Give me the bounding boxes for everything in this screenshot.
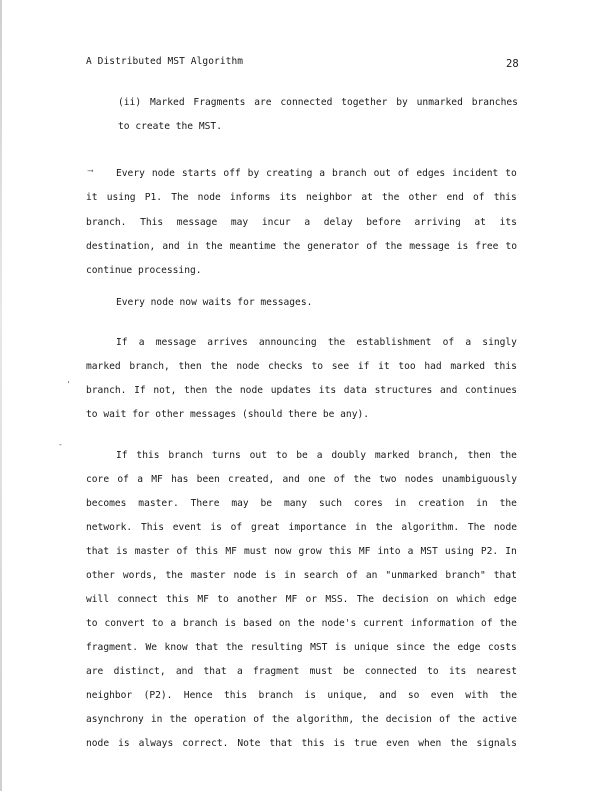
word: updates xyxy=(270,385,312,396)
word: unique, xyxy=(327,690,368,701)
word: off xyxy=(223,168,241,179)
word: its xyxy=(499,217,517,228)
word: must xyxy=(243,546,268,557)
word: and xyxy=(440,385,458,396)
word: is xyxy=(210,522,222,533)
word: may xyxy=(230,217,249,228)
word: on xyxy=(278,618,291,629)
word: node xyxy=(197,192,221,203)
word: an xyxy=(365,570,378,581)
word: announcing xyxy=(258,337,317,348)
word: MF xyxy=(358,546,371,557)
text-line xyxy=(118,97,518,108)
running-header-title: A Distributed MST Algorithm xyxy=(86,56,244,67)
word: connect xyxy=(117,594,158,605)
text-line: continue processing. xyxy=(86,265,202,276)
word: the xyxy=(165,570,183,581)
word: this xyxy=(224,690,248,701)
word: even xyxy=(386,738,410,749)
word: of xyxy=(176,546,189,557)
word: since xyxy=(396,642,426,653)
word: MF xyxy=(285,594,298,605)
word: one xyxy=(308,474,326,485)
text-line xyxy=(86,217,517,228)
word: (P2). xyxy=(143,690,173,701)
word: meantime xyxy=(229,241,276,252)
word: MF xyxy=(225,546,237,557)
word: decision xyxy=(382,594,429,605)
word: is xyxy=(456,241,469,252)
word: There xyxy=(190,498,220,509)
word: Note xyxy=(237,738,261,749)
word: node xyxy=(151,168,175,179)
word: unique xyxy=(353,642,389,653)
word: information xyxy=(410,618,475,629)
word: edge xyxy=(493,594,517,605)
word: this xyxy=(166,594,190,605)
word: be xyxy=(260,498,273,509)
word: message xyxy=(409,241,450,252)
word: master xyxy=(134,546,170,557)
word: edges xyxy=(416,168,446,179)
text-line xyxy=(86,666,517,677)
word: by xyxy=(247,168,260,179)
word: of xyxy=(481,618,493,629)
word: out xyxy=(249,450,267,461)
word: before xyxy=(366,217,401,228)
word: then xyxy=(178,361,202,372)
word: other xyxy=(86,570,115,581)
word: marked xyxy=(450,361,486,372)
word: true xyxy=(354,738,378,749)
word: must xyxy=(309,666,333,677)
word: MF xyxy=(197,594,209,605)
word: such xyxy=(318,498,343,509)
word: that xyxy=(493,570,517,581)
word: that xyxy=(269,738,293,749)
word: that xyxy=(203,666,227,677)
word: the xyxy=(327,337,346,348)
word: using xyxy=(444,546,474,557)
word: node xyxy=(236,361,260,372)
word: resulting xyxy=(250,642,303,653)
word: the xyxy=(353,474,371,485)
text-line xyxy=(86,714,517,725)
word: neighbor xyxy=(86,690,133,701)
word: continues xyxy=(465,385,517,396)
word: so xyxy=(407,690,420,701)
word: this xyxy=(136,450,160,461)
word: marked xyxy=(86,361,121,372)
word: marked xyxy=(374,450,410,461)
word: another xyxy=(237,594,278,605)
word: The xyxy=(171,192,189,203)
word: arriving xyxy=(414,217,461,228)
word: this xyxy=(493,192,517,203)
text-line xyxy=(86,546,517,557)
word: destination, xyxy=(86,241,156,252)
word: data xyxy=(343,385,367,396)
word: this xyxy=(493,361,517,372)
word: the xyxy=(210,361,228,372)
word: incident xyxy=(452,168,499,179)
word: end xyxy=(446,192,464,203)
text-line: Every node now waits for messages. xyxy=(116,297,313,308)
word: Marked xyxy=(149,97,185,108)
word: of xyxy=(253,714,265,725)
word: in xyxy=(355,522,367,533)
word: when xyxy=(418,738,442,749)
word: "unmarked xyxy=(385,570,438,581)
word: to xyxy=(311,361,324,372)
word: algorithm. xyxy=(401,522,460,533)
word: search xyxy=(303,570,339,581)
word: be xyxy=(296,450,308,461)
word: operation xyxy=(194,714,247,725)
word: message xyxy=(155,337,197,348)
word: of xyxy=(346,570,358,581)
text-line xyxy=(86,522,517,533)
word: is xyxy=(304,690,317,701)
word: will xyxy=(86,594,110,605)
word: structures xyxy=(374,385,433,396)
word: with xyxy=(465,690,489,701)
word: of xyxy=(473,192,485,203)
word: doubly xyxy=(331,450,366,461)
word: the xyxy=(375,522,393,533)
word: If xyxy=(134,385,146,396)
word: then xyxy=(184,385,208,396)
word: The xyxy=(467,522,486,533)
margin-tick-mark: ' xyxy=(66,380,71,389)
word: a xyxy=(170,618,177,629)
word: branch xyxy=(258,690,294,701)
word: nodes xyxy=(404,474,434,485)
word: grow xyxy=(298,546,322,557)
word: This xyxy=(140,522,165,533)
word: two xyxy=(379,474,397,485)
word: creation xyxy=(418,498,465,509)
word: unambiguously xyxy=(441,474,517,485)
word: becomes xyxy=(86,498,127,509)
word: convert xyxy=(104,618,145,629)
word: importance xyxy=(288,522,347,533)
word: singly xyxy=(482,337,517,348)
word: it xyxy=(86,192,98,203)
word: current xyxy=(363,618,404,629)
word: that xyxy=(86,546,110,557)
word: In xyxy=(505,546,517,557)
word: of xyxy=(333,474,346,485)
word: great xyxy=(250,522,280,533)
word: MST xyxy=(310,642,328,653)
word: arrives xyxy=(207,337,248,348)
word: connected xyxy=(280,97,333,108)
word: MF xyxy=(151,474,163,485)
word: a xyxy=(316,450,323,461)
word: algorithm, xyxy=(296,714,355,725)
word: branch xyxy=(168,450,204,461)
word: may xyxy=(231,498,249,509)
word: P1. xyxy=(144,192,163,203)
word: network. xyxy=(86,522,133,533)
word: free xyxy=(475,241,499,252)
word: the xyxy=(169,714,187,725)
word: which xyxy=(456,594,486,605)
word: Fragments xyxy=(193,97,246,108)
word: asynchrony xyxy=(86,714,144,725)
word: a xyxy=(319,168,326,179)
word: the xyxy=(225,642,244,653)
margin-arrow-mark: ⟶ xyxy=(88,166,93,175)
word: is xyxy=(264,570,277,581)
word: to xyxy=(427,666,439,677)
word: many xyxy=(283,498,308,509)
word: this xyxy=(328,546,352,557)
word: distinct, xyxy=(113,666,166,677)
word: into xyxy=(377,546,401,557)
word: based xyxy=(243,618,272,629)
word: is xyxy=(118,738,130,749)
word: is xyxy=(224,618,237,629)
word: branch, xyxy=(418,450,459,461)
word: delay xyxy=(323,217,353,228)
text-line: to create the MST. xyxy=(118,121,222,132)
word: If xyxy=(116,450,128,461)
word: decision xyxy=(385,714,432,725)
word: correct. xyxy=(182,738,229,749)
word: its xyxy=(448,666,467,677)
word: Every xyxy=(116,168,145,179)
word: the xyxy=(499,450,517,461)
text-line xyxy=(86,594,517,605)
word: of xyxy=(397,168,410,179)
text-line xyxy=(86,690,517,701)
word: is xyxy=(334,642,347,653)
word: to xyxy=(275,450,288,461)
word: know xyxy=(164,642,188,653)
word: in xyxy=(476,498,488,509)
text-line xyxy=(86,361,517,372)
word: to xyxy=(505,168,517,179)
word: using xyxy=(106,192,136,203)
word: costs xyxy=(487,642,517,653)
word: its xyxy=(318,385,337,396)
word: creating xyxy=(266,168,313,179)
word: to xyxy=(151,618,164,629)
text-line xyxy=(116,168,517,179)
word: If xyxy=(116,337,128,348)
word: MST xyxy=(420,546,438,557)
word: in xyxy=(150,714,163,725)
word: a xyxy=(465,337,472,348)
word: nearest xyxy=(476,666,517,677)
word: core xyxy=(86,474,110,485)
word: had xyxy=(424,361,442,372)
word: the xyxy=(457,714,476,725)
word: branch, xyxy=(129,361,170,372)
word: and xyxy=(175,666,194,677)
text-line xyxy=(86,474,517,485)
word: fragment xyxy=(253,666,300,677)
text-line xyxy=(86,385,517,396)
text-line xyxy=(86,498,517,509)
word: message xyxy=(176,217,218,228)
word: of xyxy=(117,474,129,485)
word: active xyxy=(482,714,517,725)
word: the xyxy=(450,738,468,749)
word: this xyxy=(195,546,219,557)
word: and xyxy=(162,241,180,252)
word: establishment xyxy=(356,337,432,348)
word: or xyxy=(305,594,318,605)
word: at xyxy=(474,217,486,228)
word: the xyxy=(432,642,450,653)
word: node xyxy=(233,570,257,581)
word: branch. xyxy=(86,385,127,396)
word: edge xyxy=(457,642,481,653)
word: the xyxy=(499,690,517,701)
word: node xyxy=(493,522,517,533)
word: neighbor xyxy=(305,192,353,203)
word: now xyxy=(274,546,292,557)
word: the xyxy=(282,241,301,252)
word: this xyxy=(301,738,325,749)
word: is xyxy=(333,738,346,749)
word: connected xyxy=(364,666,417,677)
word: signals xyxy=(476,738,517,749)
word: node xyxy=(86,738,110,749)
word: words, xyxy=(122,570,158,581)
word: unmarked xyxy=(416,97,463,108)
text-line xyxy=(86,738,517,749)
word: at xyxy=(361,192,373,203)
word: the xyxy=(271,714,290,725)
word: the xyxy=(384,241,403,252)
text-line xyxy=(86,570,517,581)
word: node xyxy=(239,385,264,396)
word: generator xyxy=(307,241,360,252)
word: starts xyxy=(181,168,217,179)
word: the xyxy=(361,714,379,725)
word: incur xyxy=(261,217,291,228)
word: by xyxy=(396,97,408,108)
text-line xyxy=(86,618,517,629)
word: of xyxy=(230,522,243,533)
word: This xyxy=(140,217,164,228)
text-line xyxy=(116,450,517,461)
word: of xyxy=(366,241,378,252)
word: in xyxy=(284,570,296,581)
word: of xyxy=(442,337,455,348)
word: be xyxy=(342,666,355,677)
text-line: to wait for other messages (should there be any). xyxy=(86,409,370,420)
word: its xyxy=(279,192,297,203)
word: a xyxy=(236,666,243,677)
word: a xyxy=(138,337,145,348)
word: turns xyxy=(211,450,241,461)
word: then xyxy=(467,450,491,461)
word: We xyxy=(145,642,158,653)
word: other xyxy=(408,192,438,203)
word: together xyxy=(341,97,388,108)
word: master xyxy=(190,570,226,581)
word: a xyxy=(304,217,311,228)
word: branch" xyxy=(445,570,486,581)
text-line xyxy=(86,642,517,653)
word: fragment. xyxy=(86,642,138,653)
word: branch xyxy=(332,168,367,179)
word: a xyxy=(407,546,414,557)
word: event xyxy=(172,522,202,533)
word: not, xyxy=(153,385,177,396)
word: are xyxy=(86,666,104,677)
word: in xyxy=(394,498,407,509)
scan-edge xyxy=(0,0,2,791)
word: node's xyxy=(321,618,357,629)
word: master. xyxy=(138,498,179,509)
word: to xyxy=(505,241,517,252)
word: MSS. xyxy=(325,594,349,605)
word: see xyxy=(331,361,350,372)
word: the xyxy=(214,385,233,396)
word: always xyxy=(138,738,174,749)
word: (ii) xyxy=(118,97,142,108)
word: been xyxy=(196,474,220,485)
word: if xyxy=(357,361,370,372)
word: branches xyxy=(471,97,518,108)
word: The xyxy=(356,594,375,605)
word: it xyxy=(378,361,390,372)
word: is xyxy=(116,546,128,557)
page-number: 28 xyxy=(506,58,519,70)
margin-tick-mark: - xyxy=(58,440,63,449)
word: to xyxy=(217,594,229,605)
word: are xyxy=(254,97,272,108)
word: the xyxy=(205,241,223,252)
word: the xyxy=(382,192,400,203)
text-line xyxy=(86,192,517,203)
word: even xyxy=(430,690,454,701)
word: of xyxy=(439,714,451,725)
word: in xyxy=(186,241,199,252)
word: to xyxy=(86,618,98,629)
word: has xyxy=(171,474,189,485)
text-line xyxy=(116,337,517,348)
word: too xyxy=(398,361,416,372)
word: out xyxy=(373,168,391,179)
word: checks xyxy=(268,361,303,372)
word: and xyxy=(379,690,397,701)
word: branch xyxy=(183,618,218,629)
word: on xyxy=(436,594,449,605)
word: the xyxy=(297,618,315,629)
word: created, xyxy=(228,474,275,485)
word: branch. xyxy=(86,217,127,228)
word: cores xyxy=(353,498,383,509)
word: that xyxy=(195,642,219,653)
word: P2. xyxy=(480,546,499,557)
word: Hence xyxy=(183,690,213,701)
word: the xyxy=(499,618,517,629)
text-line xyxy=(86,241,517,252)
word: and xyxy=(282,474,300,485)
word: informs xyxy=(229,192,271,203)
word: the xyxy=(499,498,517,509)
word: a xyxy=(137,474,143,485)
